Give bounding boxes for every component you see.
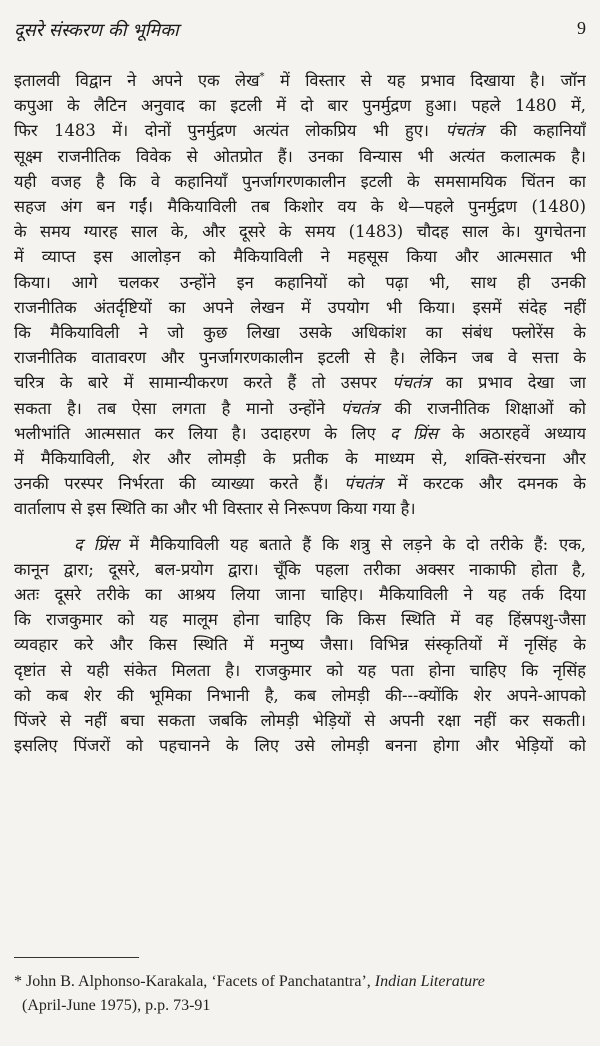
text-segment: के अठारहवें अध्याय bbox=[437, 423, 586, 443]
text-line bbox=[14, 295, 586, 320]
text-segment: राजनीतिक अंतर्दृष्टियों का अपने लेखन में उपयोग भी किया। इसमें संदेह नहीं bbox=[14, 297, 586, 317]
footnote-journal: Indian Literature bbox=[374, 973, 485, 990]
text-segment: उनकी परस्पर निर्भरता की व्याख्या करते हैं। bbox=[14, 474, 345, 494]
text-segment: कि राजकुमार को यह मालूम होना चाहिए कि किस स्थिति में वह हिंस्रपशु-जैसा bbox=[14, 610, 586, 630]
text-segment: के समय ग्यारह साल के, और दूसरे के समय (1483) चौदह साल के। युगचेतना bbox=[14, 222, 586, 242]
text-line bbox=[14, 370, 586, 395]
text-segment: का प्रभाव देखा जा bbox=[430, 373, 586, 393]
text-line bbox=[14, 557, 586, 582]
text-segment: की कहानियाँ bbox=[483, 121, 586, 141]
text-segment: में मैकियाविली, शेर और लोमड़ी के प्रतीक के माध्यम से, शक्ति-संरचना और bbox=[14, 449, 586, 469]
text-segment: सकता है। तब ऐसा लगता है मानो उन्होंने bbox=[14, 398, 341, 418]
text-line bbox=[14, 244, 586, 269]
text-line bbox=[14, 169, 586, 194]
text-line bbox=[14, 118, 586, 143]
text-segment: व्यवहार करे और किस स्थिति में मनुष्य जैसा। विभिन्न संस्कृतियों में नृसिंह के bbox=[14, 635, 586, 655]
text-line bbox=[14, 421, 586, 446]
text-line bbox=[14, 708, 586, 733]
footnote-marker: * bbox=[14, 973, 22, 990]
text-segment: इतालवी विद्वान ने अपने एक लेख bbox=[14, 71, 260, 90]
text-segment: फिर 1483 में। दोनों पुनर्मुद्रण अत्यंत लोकप्रिय भी हुए। bbox=[14, 121, 446, 141]
text-segment: पिंजरे से नहीं बचा सकता जबकि लोमड़ी भेड़ियों से अपनी रक्षा नहीं कर सकती। bbox=[14, 711, 586, 731]
footnote-author: John B. Alphonso-Karakala, bbox=[22, 973, 212, 990]
text-segment: कि मैकियाविली ने जो कुछ लिखा उसके अधिकांश का संबंध फ्लोरेंस के bbox=[14, 323, 586, 343]
footnote bbox=[14, 970, 586, 1018]
text-line bbox=[14, 68, 586, 93]
text-segment: की राजनीतिक शिक्षाओं को bbox=[378, 398, 586, 418]
italic-title: पंचतंत्र bbox=[392, 373, 431, 393]
page-number: 9 bbox=[577, 18, 586, 38]
text-line bbox=[14, 396, 586, 421]
text-line bbox=[14, 219, 586, 244]
text-line bbox=[14, 632, 586, 657]
text-segment: कानून द्वारा; दूसरे, बल-प्रयोग द्वारा। चूँकि पहला तरीका अक्सर नाकाफी होता है, bbox=[14, 559, 586, 579]
text-line bbox=[14, 320, 586, 345]
text-segment: इसलिए पिंजरों को पहचानने के लिए उसे लोमड़ी बनना होगा और भेड़ियों को bbox=[14, 736, 586, 756]
text-segment: में करटक और दमनक के bbox=[382, 474, 586, 494]
footnote-reference: * bbox=[259, 71, 265, 83]
text-line bbox=[14, 270, 586, 295]
text-line bbox=[14, 496, 586, 521]
italic-title: द प्रिंस bbox=[390, 423, 438, 443]
italic-title: पंचतंत्र bbox=[445, 121, 484, 141]
text-segment: चरित्र के बारे में सामान्यीकरण करते हैं तो उसपर bbox=[14, 373, 393, 393]
text-line bbox=[14, 683, 586, 708]
text-line bbox=[14, 446, 586, 471]
italic-title: पंचतंत्र bbox=[344, 474, 383, 494]
body-text bbox=[14, 68, 586, 758]
text-line bbox=[14, 658, 586, 683]
text-segment: अतः दूसरे तरीके का आश्रय लिया जाना चाहिए। मैकियाविली ने यह तर्क दिया bbox=[14, 585, 586, 605]
text-segment: में व्याप्त इस आलोड़न को मैकियाविली ने महसूस किया और आत्मसात भी bbox=[14, 247, 586, 267]
text-line bbox=[14, 733, 586, 758]
text-segment: किया। आगे चलकर उन्होंने इन कहानियों को पढ़ा भी, साथ ही उनकी bbox=[14, 272, 586, 292]
text-segment: सूक्ष्म राजनीतिक विवेक से ओतप्रोत हैं। उनका विन्यास भी अत्यंत कलात्मक है। bbox=[14, 146, 586, 166]
footnote-rule bbox=[14, 957, 139, 958]
text-line bbox=[14, 194, 586, 219]
page-header bbox=[14, 18, 586, 48]
text-line bbox=[14, 607, 586, 632]
text-line bbox=[14, 144, 586, 169]
italic-title: द प्रिंस bbox=[74, 534, 119, 554]
text-line bbox=[14, 345, 586, 370]
text-line bbox=[14, 582, 586, 607]
text-segment: को कब शेर की भूमिका निभानी है, कब लोमड़ी की---क्योंकि शेर अपने-आपको bbox=[14, 685, 586, 705]
footnote-article-title: ‘Facets of Panchatantra’, bbox=[211, 973, 375, 990]
text-segment: वार्तालाप से इस स्थिति का और भी विस्तार से निरूपण किया गया है। bbox=[14, 499, 416, 519]
text-segment: यही वजह है कि वे कहानियाँ पुनर्जागरणकालीन इटली के समसामयिक चिंतन का bbox=[14, 171, 586, 191]
text-line bbox=[14, 471, 586, 496]
italic-title: पंचतंत्र bbox=[340, 398, 379, 418]
text-segment: में विस्तार से यह प्रभाव दिखाया है। जॉन bbox=[264, 71, 586, 90]
text-segment: में मैकियाविली यह बताते हैं कि शत्रु से लड़ने के दो तरीके हैं: एक, bbox=[118, 534, 586, 554]
text-line bbox=[14, 93, 586, 118]
text-segment: भलीभांति आत्मसात कर लिया है। उदाहरण के लिए bbox=[14, 423, 391, 443]
footnote-line-1 bbox=[14, 970, 586, 994]
text-segment: दृष्टांत से यही संकेत मिलता है। राजकुमार को यह पता होना चाहिए कि नृसिंह bbox=[14, 660, 586, 680]
text-segment: राजनीतिक वातावरण और पुनर्जागरणकालीन इटली से है। लेकिन जब वे सत्ता के bbox=[14, 348, 586, 368]
text-segment: सहज अंग बन गईं। मैकियाविली तब किशोर वय के थे—पहले पुनर्मुद्रण (1480) bbox=[14, 197, 586, 217]
running-title: दूसरे संस्करण की भूमिका bbox=[14, 20, 179, 41]
footnote-line-2: (April-June 1975), p.p. 73-91 bbox=[22, 997, 211, 1014]
text-segment: कपुआ के लैटिन अनुवाद का इटली में दो बार पुनर्मुद्रण हुआ। पहले 1480 में, bbox=[14, 96, 586, 116]
text-line bbox=[14, 532, 586, 557]
